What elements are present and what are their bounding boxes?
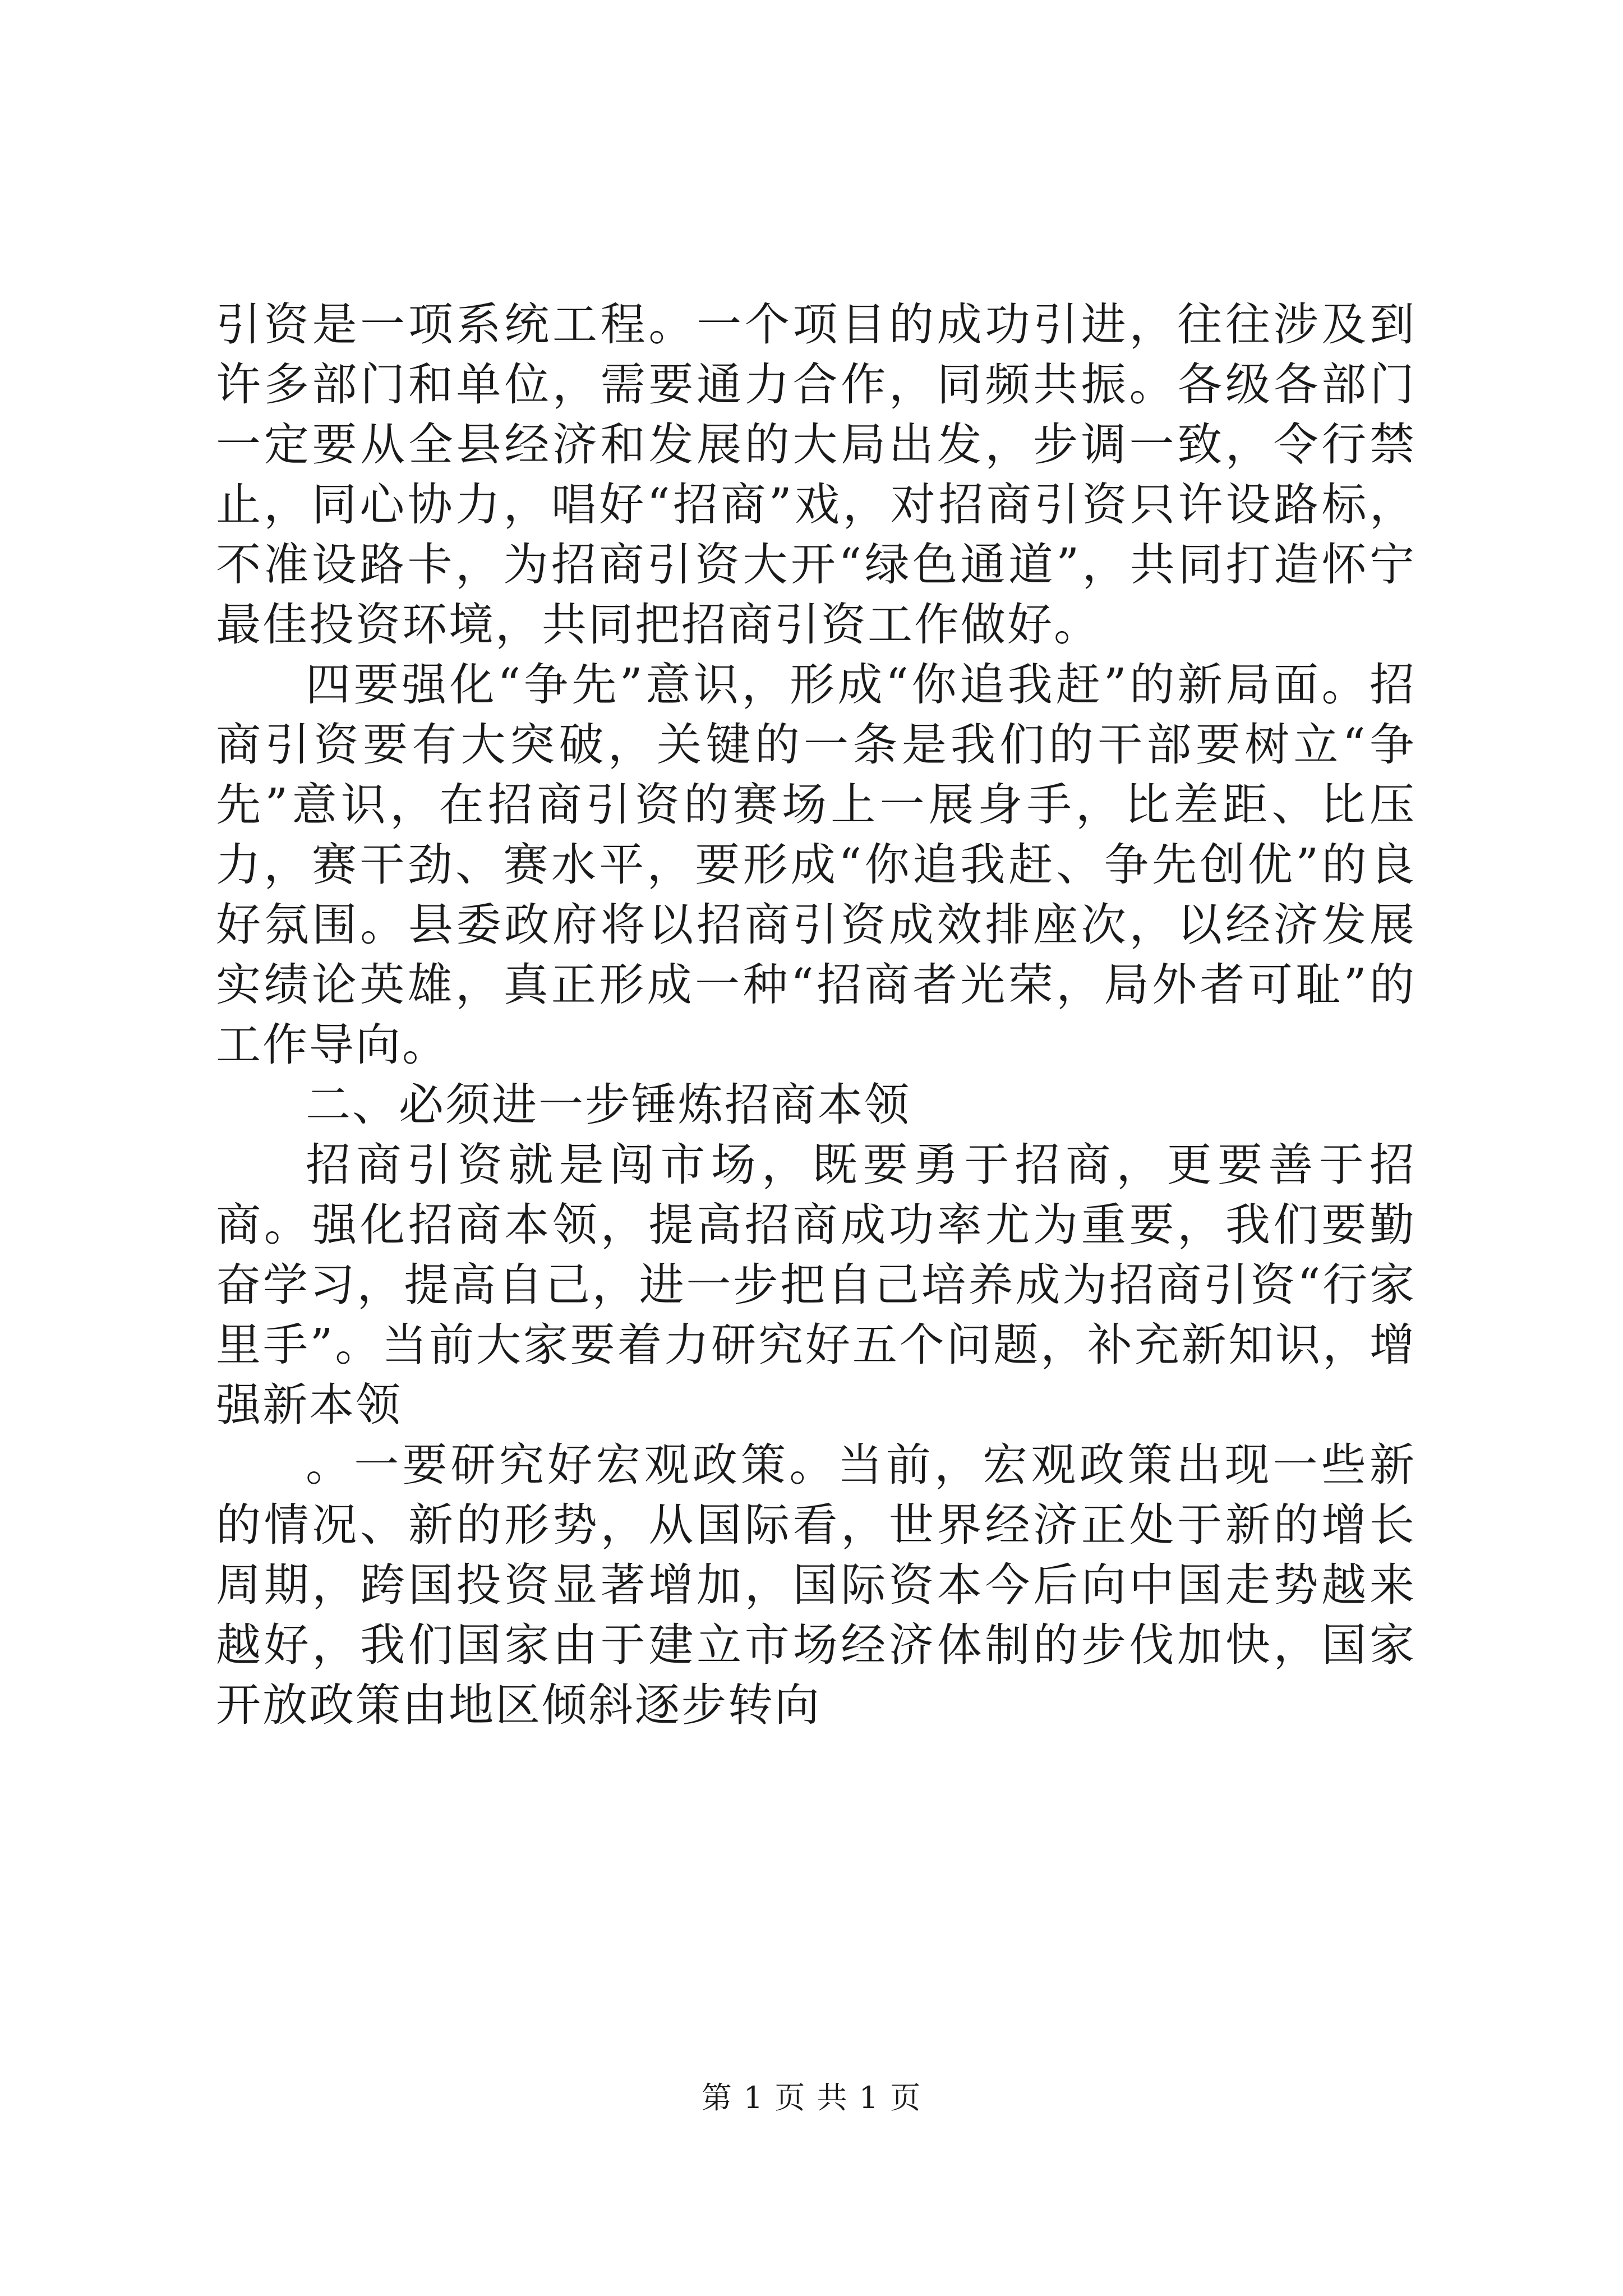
paragraph-point-one: 。一要研究好宏观政策。当前，宏观政策出现一些新的情况、新的形势，从国际看，世界经济正处于新的增长周期，跨国投资显著增加，国际资本今后向中国走势越来越好，我们国家由于建立市场经济体制的步伐加快，国家开放政策由地区倾斜逐步转向 — [216, 1439, 1416, 1731]
paragraph-section-two-intro: 招商引资就是闯市场，既要勇于招商，更要善于招商。强化招商本领，提高招商成功率尤为重要，我们要勤奋学习，提高自己，进一步把自己培养成为招商引资“行家里手”。当前大家要着力研究好五个问题，补充新知识，增强新本领 — [216, 1139, 1416, 1431]
paragraph-point-four: 四要强化“争先”意识，形成“你追我赶”的新局面。招商引资要有大突破，关键的一条是我们的干部要树立“争先”意识，在招商引资的赛场上一展身手，比差距、比压力，赛干劲、赛水平，要形成“你追我赶、争先创优”的良好氛围。县委政府将以招商引资成效排座次，以经济发展实绩论英雄，真正形成一种“招商者光荣，局外者可耻”的工作导向。 — [216, 659, 1416, 1071]
page-number-footer: 第 1 页 共 1 页 — [701, 2080, 922, 2115]
paragraph-continuation: 引资是一项系统工程。一个项目的成功引进，往往涉及到许多部门和单位，需要通力合作，同频共振。各级各部门一定要从全县经济和发展的大局出发，步调一致，令行禁止，同心协力，唱好“招商”戏，对招商引资只许设路标，不准设路卡，为招商引资大开“绿色通道”，共同打造怀宁最佳投资环境，共同把招商引资工作做好。 — [216, 298, 1416, 651]
section-heading-two: 二、必须进一步锤炼招商本领 — [306, 1079, 911, 1131]
document-body — [216, 295, 1416, 1735]
